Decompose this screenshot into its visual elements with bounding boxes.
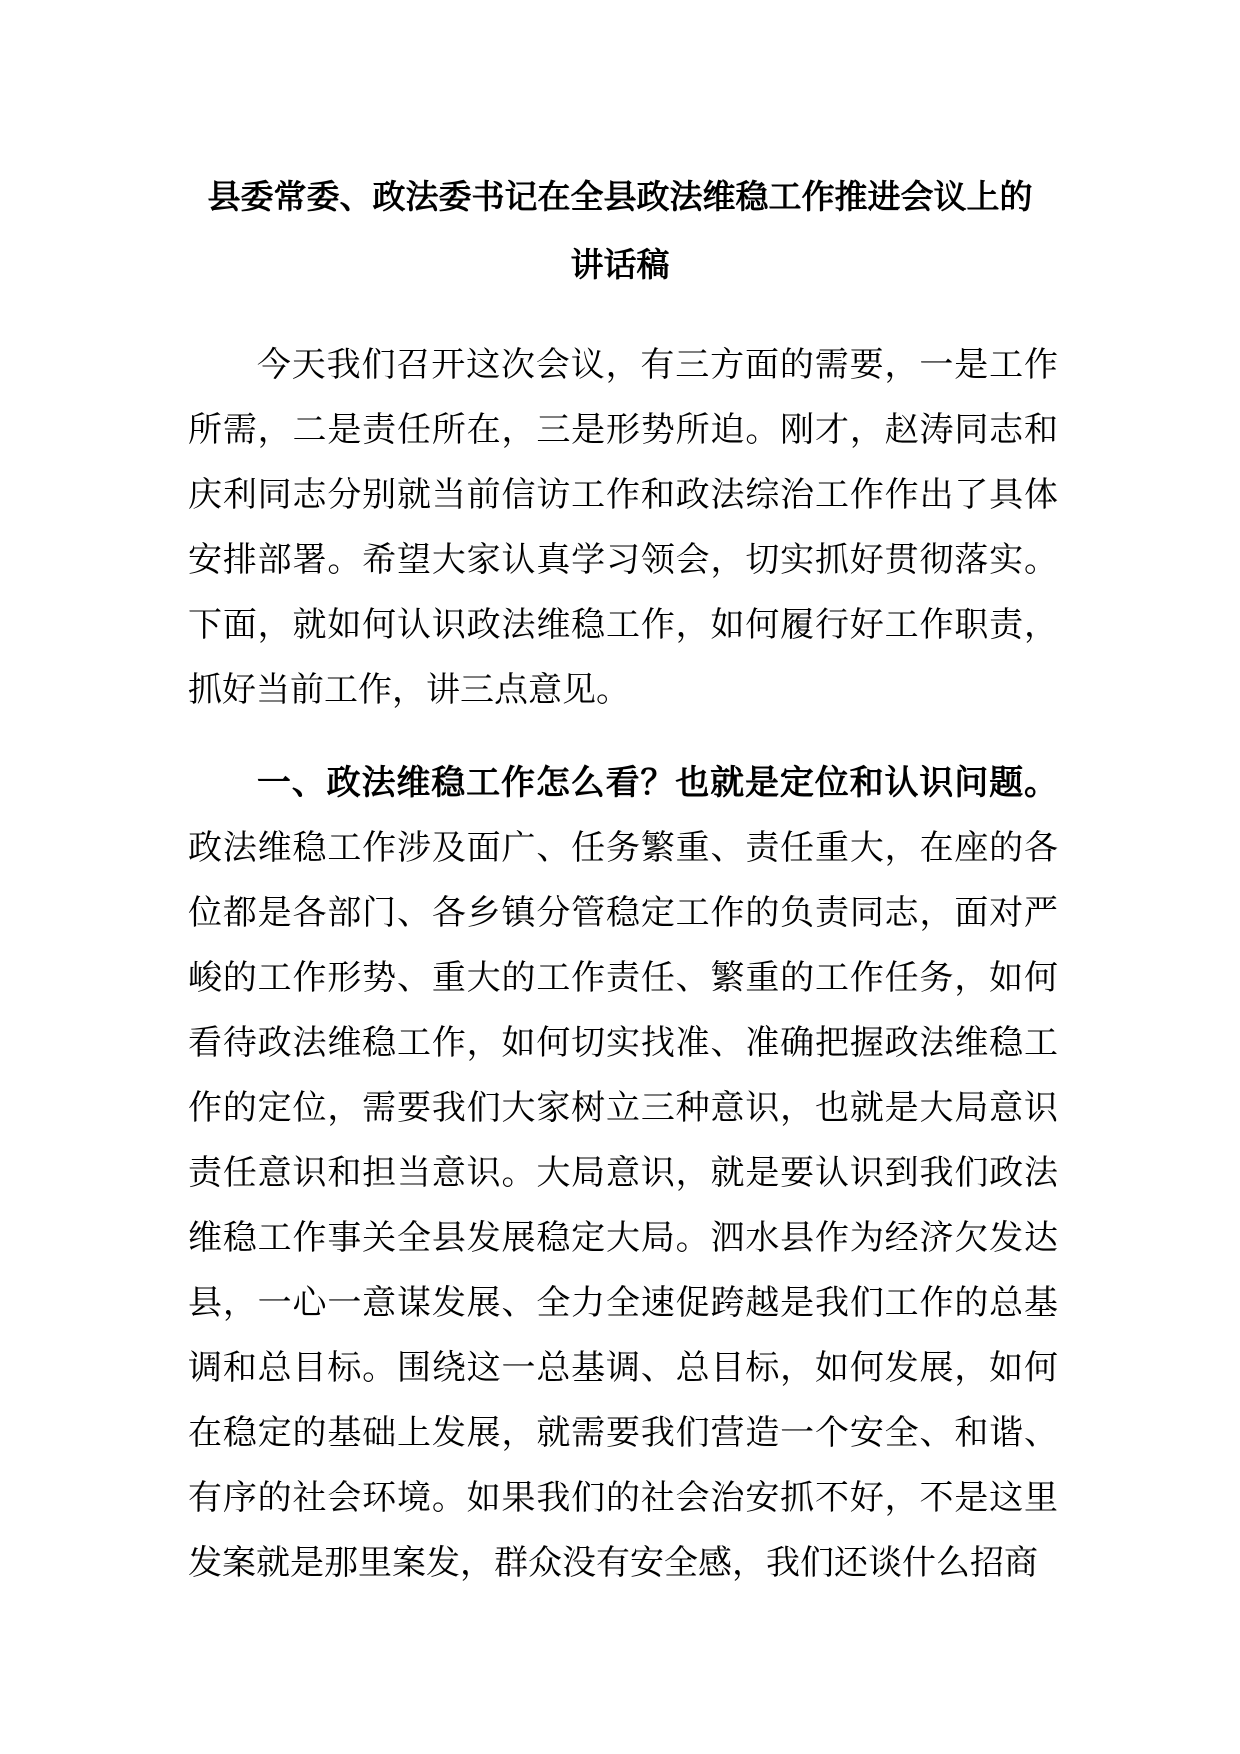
document-title-line1: 县委常委、政法委书记在全县政法维稳工作推进会议上的 [207, 177, 1033, 216]
section1-paragraph [188, 751, 1058, 1596]
opening-paragraph-text: 今天我们召开这次会议，有三方面的需要，一是工作所需，二是责任所在，三是形势所迫。刚才，赵涛同志和庆利同志分别就当前信访工作和政法综治工作作出了具体安排部署。希望大家认真学习领会，切实抓好贯彻落实。下面，就如何认识政法维稳工作，如何履行好工作职责，抓好当前工作，讲三点意见。 [188, 345, 1058, 710]
document-title-line2: 讲话稿 [570, 245, 670, 284]
section1-body-text: 政法维稳工作涉及面广、任务繁重、责任重大，在座的各位都是各部门、各乡镇分管稳定工作的负责同志，面对严峻的工作形势、重大的工作责任、繁重的工作任务，如何看待政法维稳工作，如何切实找准、准确把握政法维稳工作的定位，需要我们大家树立三种意识，也就是大局意识责任意识和担当意识。大局意识，就是要认识到我们政法维稳工作事关全县发展稳定大局。泗水县作为经济欠发达县，一心一意谋发展、全力全速促跨越是我们工作的总基调和总目标。围绕这一总基调、总目标，如何发展，如何在稳定的基础上发展，就需要我们营造一个安全、和谐、有序的社会环境。如果我们的社会治安抓不好，不是这里发案就是那里案发，群众没有安全感，我们还谈什么招商 [188, 828, 1058, 1583]
opening-paragraph [188, 333, 1058, 723]
section1-heading: 一、政法维稳工作怎么看？也就是定位和认识问题。 [256, 763, 1058, 803]
